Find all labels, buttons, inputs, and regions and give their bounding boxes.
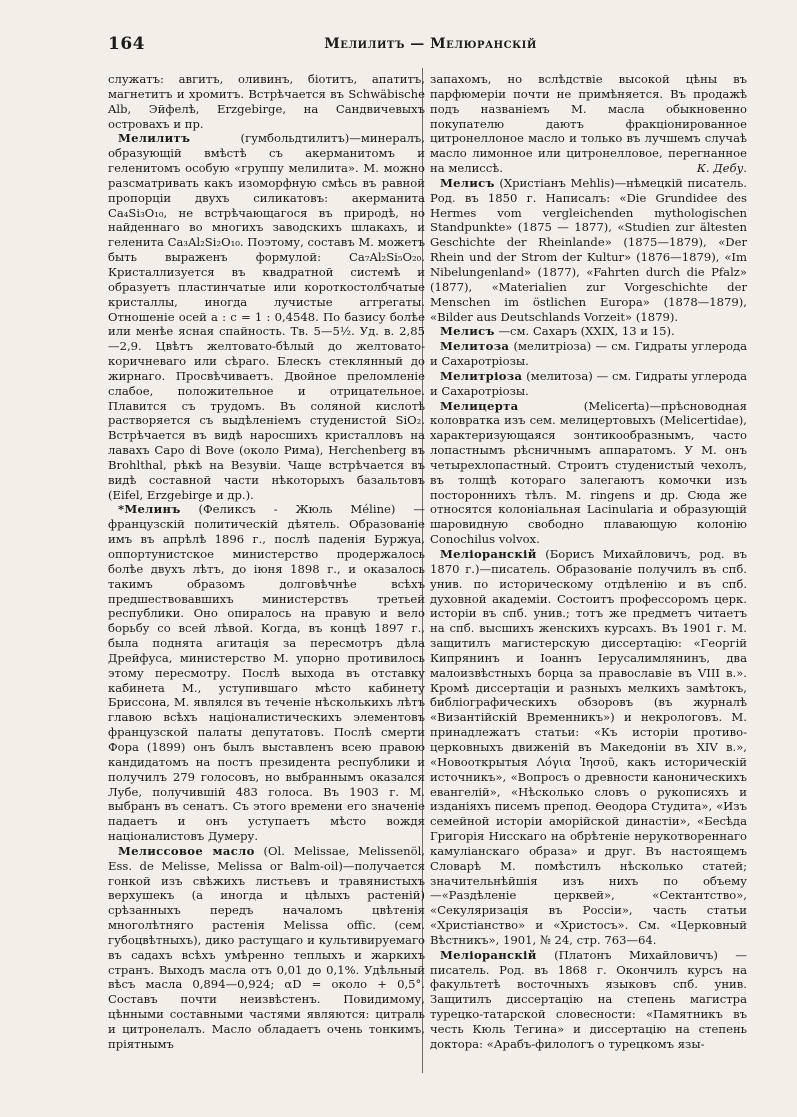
page-number: 164 bbox=[108, 34, 145, 54]
entry-headword: Мелиссовое масло bbox=[118, 843, 255, 858]
page-header bbox=[108, 34, 753, 60]
entry-headword: Меліоранскій bbox=[440, 547, 537, 561]
entry-text: (Феликсъ - Жюль Méline) — французскій политическій дѣятель. Образованіе имъ въ апрѣлѣ 1896 г., послѣ паденія Буржуа, оппортунистское министерство продержалось болѣе двухъ лѣтъ, до іюня 1898 г., и оказалось такимъ образомъ долговѣчнѣе всѣхъ предшествовавшихъ министерствъ третьей республики. Оно опиралось на правую и вело борьбу со всей лѣвой. Когда, въ концѣ 1897 г., была поднята агитація за пересмотръ дѣла Дрейфуса, министерство М. упорно противилось этому пересмотру. Послѣ выхода въ отставку кабинета М., уступившаго мѣсто кабинету Бриссона, М. являлся въ теченіе нѣсколькихъ лѣтъ главою всѣхъ націоналистическихъ элементовъ французской палаты депутатовъ. Послѣ смерти Фора (1899) онъ былъ выставленъ всею правою кандидатомъ на постъ президента республики и получилъ 279 голосовъ, но выбраннымъ оказался Лубе, получившій 483 голоса. Въ 1903 г. М. выбранъ въ сенатъ. Съ этого времени его значеніе падаетъ и онъ уступаетъ мѣсто вождя націоналистовъ Думеру. bbox=[108, 502, 426, 844]
author-signature: К. Дебу. bbox=[696, 161, 747, 176]
entry-paragraph bbox=[430, 324, 747, 339]
entry-headword: Мелицерта bbox=[440, 398, 519, 413]
entry-text: (мелитріоза) — см. Гидраты углерода и Сахаротріозы. bbox=[430, 339, 748, 369]
entry-text: (Платонъ Михайловичъ) —писатель. Род. въ 1868 г. Окончилъ курсъ на факультетѣ восточныхъ языковъ спб. унив. Защитилъ диссертацію на степень магистра турецко-татарской словесности: «Памятникъ въ честь Кюль Тегина» и диссертацію на степень доктора: «Арабъ-филологъ о турецкомъ язы- bbox=[430, 947, 747, 1051]
entry-paragraph bbox=[108, 844, 425, 1052]
entry-text: служатъ: авгитъ, оливинъ, біотитъ, апатитъ, магнетитъ и хромитъ. Встрѣчается въ Schwäbische Alb, Эйфелѣ, Erzgebirge, на Сандвичевыхъ островахъ и пр. bbox=[108, 72, 425, 131]
entry-text: (Ol. Melissae, Melissenöl, Ess. de Melisse, Melissa or Balm-oil)—получается гонкой изъ свѣжихъ листьевъ и травянистыхъ верхушекъ (а иногда и цѣлыхъ растеній) срѣзанныхъ передъ началомъ цвѣтенія многолѣтняго растенія Melissa offic. (сем. губоцвѣтныхъ), дико растущаго и культивируемаго въ садахъ всѣхъ умѣренно теплыхъ и жаркихъ странъ. Выходъ масла отъ 0,01 до 0,1%. Удѣльный вѣсъ масла 0,894—0,924; αD = около + 0,5°. Составъ почти неизвѣстенъ. Повидимому, цѣнными составными частями являются: цитраль и цитронелалъ. Масло обладаетъ очень тонкимъ, пріятнымъ bbox=[108, 843, 425, 1051]
entry-paragraph bbox=[430, 399, 747, 547]
entry-paragraph bbox=[430, 948, 747, 1052]
entry-headword: Мелитріоза bbox=[440, 368, 523, 383]
entry-paragraph bbox=[430, 176, 747, 324]
entry-text: (гумбольдтилитъ)—минералъ, образующій вмѣстѣ съ акерманитомъ и геленитомъ особую «группу мелилита». М. можно разсматривать какъ изоморфную смѣсь въ равной пропорціи двухъ силикатовъ: акерманита Ca₄Si₃O₁₀, не встрѣчающагося въ природѣ, но найденнаго во многихъ заводскихъ шлакахъ, и геленита Ca₃Al₂Si₂O₁₀. Поэтому, составъ М. можетъ быть выраженъ формулой: Ca₇Al₂Si₅O₂₀. Кристаллизуется въ квадратной системѣ и образуетъ пластинчатые или короткостолбчатые кристаллы, иногда лучистые аггрегаты. Отношеніе осей a : c = 1 : 0,4548. По базису болѣе или менѣе ясная спайность. Тв. 5—5½. Уд. в. 2,85—2,9. Цвѣтъ желтовато-бѣлый до желтовато-коричневаго или сѣраго. Блескъ стеклянный до жирнаго. Просвѣчиваетъ. Двойное преломленіе слабое, положительное и отрицательное. Плавится съ трудомъ. Въ соляной кислотѣ растворяется съ выдѣленіемъ студенистой SiO₂. Встрѣчается въ видѣ наросшихъ кристалловъ на лавахъ Capo di Bove (около Рима), Herchenberg въ Brohlthal, рѣкѣ на Везувіи. Чаще встрѣчается въ видѣ составной части нѣкоторыхъ базальтовъ (Eifel, Erzgebirge и др.). bbox=[108, 131, 425, 502]
entry-text: —см. Сахаръ (XXIX, 13 и 15). bbox=[498, 324, 675, 339]
entry-paragraph bbox=[108, 131, 425, 502]
left-column bbox=[108, 72, 425, 1052]
running-title: Мелилитъ — Мелюранскій bbox=[324, 36, 537, 52]
entry-paragraph bbox=[108, 72, 425, 131]
entry-paragraph bbox=[430, 72, 747, 176]
entry-text: (Melicerta)—прѣсноводная коловратка изъ сем. мелицертовыхъ (Melicertidae), характеризующаяся зонтикообразнымъ, часто лопастнымъ рѣсничнымъ аппаратомъ. У М. онъ четырехлопастный. Строитъ студенистый чехолъ, въ толщѣ котораго залегаютъ комочки изъ постороннихъ тѣлъ. M. ringens и др. Сюда же относятся колоніальная Lacinularia и образующій шаровидную свободно плавающую колонію Conochilus volvox. bbox=[430, 398, 747, 547]
entry-headword: Мелилитъ bbox=[118, 131, 191, 146]
right-column bbox=[430, 72, 747, 1052]
entry-paragraph bbox=[430, 339, 747, 369]
entry-paragraph bbox=[430, 369, 747, 399]
entry-paragraph bbox=[430, 547, 747, 948]
entry-text: (Христіанъ Mehlis)—нѣмецкій писатель. Род. въ 1850 г. Написалъ: «Die Grundidee des Hermes vom vergleichenden mythologischen Standpunkte» (1875 — 1877), «Studien zur ältesten Geschichte der Rheinlande» (1875—1879), «Der Rhein und der Strom der Kultur» (1876—1879), «Im Nibelungenland» (1877), «Fahrten durch die Pfalz» (1877), «Materialien zur Vorgeschichte der Menschen im östlichen Europa» (1878—1879), «Bilder aus Deutschlands Vorzeit» (1879). bbox=[430, 175, 747, 324]
entry-headword: Мелисъ bbox=[440, 324, 495, 339]
entry-paragraph bbox=[108, 502, 425, 843]
entry-headword: Мелитоза bbox=[440, 339, 510, 354]
entry-text: (Борисъ Михайловичъ, род. въ 1870 г.)—писатель. Образованіе получилъ въ спб. унив. по историческому отдѣленію и въ спб. духовной академіи. Состоитъ профессоромъ церк. исторіи въ спб. унив.; тотъ же предметъ читаетъ на спб. высшихъ женскихъ курсахъ. Въ 1901 г. М. защитилъ магистерскую диссертацію: «Георгій Кипрянинъ и Іоаннъ Іерусалимлянинъ, два малоизвѣстныхъ борца за православіе въ VIII в.». Кромѣ диссертаціи и разныхъ мелкихъ замѣтокъ, библіографическихъ обзоровъ (въ журналѣ «Византійскій Временникъ») и некрологовъ. М. принадлежатъ статьи: «Къ исторіи противо-церковныхъ движеній въ Македоніи въ XIV в.», «Новооткрытыя Λόγια Ἰησοῦ, какъ историческій источникъ», «Вопросъ о древности каноническихъ евангелій», «Нѣсколько словъ о рукописяхъ и изданіяхъ писемъ препод. Ѳеодора Студита», «Изъ семейной исторіи аморійской династіи», «Бесѣда Григорія Нисскаго на обрѣтеніе нерукотвореннаго камуліанскаго образа» и друг. Въ настоящемъ Словарѣ М. помѣстилъ нѣсколько статей; значительнѣйшія изъ нихъ по объему—«Раздѣленіе церквей», «Сектантство», «Секуляризація въ Россіи», часть статьи «Христіанство» и «Христосъ». См. «Церковный Вѣстникъ», 1901, № 24, стр. 763—64. bbox=[430, 547, 747, 947]
entry-headword: *Мелинъ bbox=[118, 502, 181, 517]
entry-headword: Мелисъ bbox=[440, 175, 495, 190]
entry-text: (мелитоза) — см. Гидраты углерода и Сахаротріозы. bbox=[430, 368, 747, 398]
entry-headword: Меліоранскій bbox=[440, 947, 537, 962]
entry-text: запахомъ, но вслѣдствіе высокой цѣны въ парфюмеріи почти не примѣняется. Въ продажѣ подъ названіемъ М. масла обыкновенно покупателю даютъ фракціонированное цитронеллоное масло и только въ лучшемъ случаѣ масло лимонное или цитронелловое, перегнанное на мелиссѣ. bbox=[430, 72, 747, 176]
